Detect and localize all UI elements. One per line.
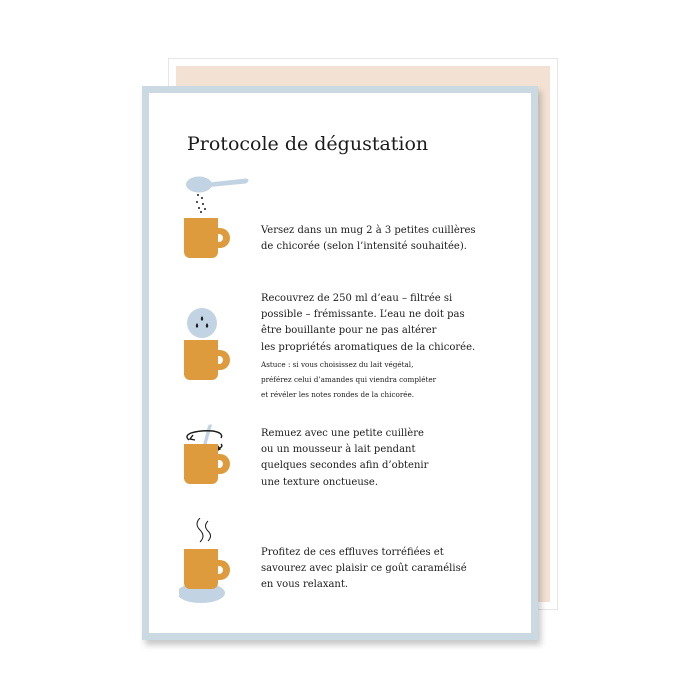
step-2-line-2: possible – frémissante. L’eau ne doit pas bbox=[261, 309, 465, 321]
step-3-line-1: Remuez avec une petite cuillère bbox=[261, 428, 424, 439]
steam-icon bbox=[179, 518, 259, 628]
recipe-card bbox=[142, 86, 538, 640]
step-2-text bbox=[261, 291, 503, 401]
spoon-pour-icon bbox=[179, 173, 259, 283]
step-4-text bbox=[261, 545, 503, 594]
step-2-tip-line-3: et révéler les notes rondes de la chicorée. bbox=[261, 389, 415, 399]
step-4-line-2: savourez avec plaisir ce goût caramélisé bbox=[261, 563, 467, 575]
step-1-line-2: de chicorée (selon l’intensité souhaitée). bbox=[261, 241, 467, 253]
step-1-line-1: Versez dans un mug 2 à 3 petites cuillères bbox=[261, 225, 476, 236]
step-1-text bbox=[261, 223, 503, 255]
step-4-line-1: Profitez de ces effluves torréfiées et bbox=[261, 547, 444, 558]
step-3-line-4: une texture onctueuse. bbox=[261, 476, 378, 488]
step-4-line-3: en vous relaxant. bbox=[261, 579, 349, 591]
step-2-line-1: Recouvrez de 250 ml d’eau – filtrée si bbox=[261, 293, 453, 304]
step-3-line-2: ou un mousseur à lait pendant bbox=[261, 444, 416, 456]
card-title: Protocole de dégustation bbox=[187, 133, 429, 155]
step-2-line-3: être bouillante pour ne pas altérer bbox=[261, 325, 437, 337]
step-2-line-4: les propriétés aromatiques de la chicorée. bbox=[261, 341, 476, 353]
stir-icon bbox=[179, 418, 259, 528]
step-2-tip-line-1: Astuce : si vous choisissez du lait végétal, bbox=[261, 359, 414, 369]
step-3-text bbox=[261, 426, 503, 491]
step-3-line-3: quelques secondes afin d’obtenir bbox=[261, 460, 429, 472]
water-drop-icon bbox=[179, 303, 259, 413]
step-2-tip-line-2: préférez celui d’amandes qui viendra compléter bbox=[261, 374, 437, 384]
